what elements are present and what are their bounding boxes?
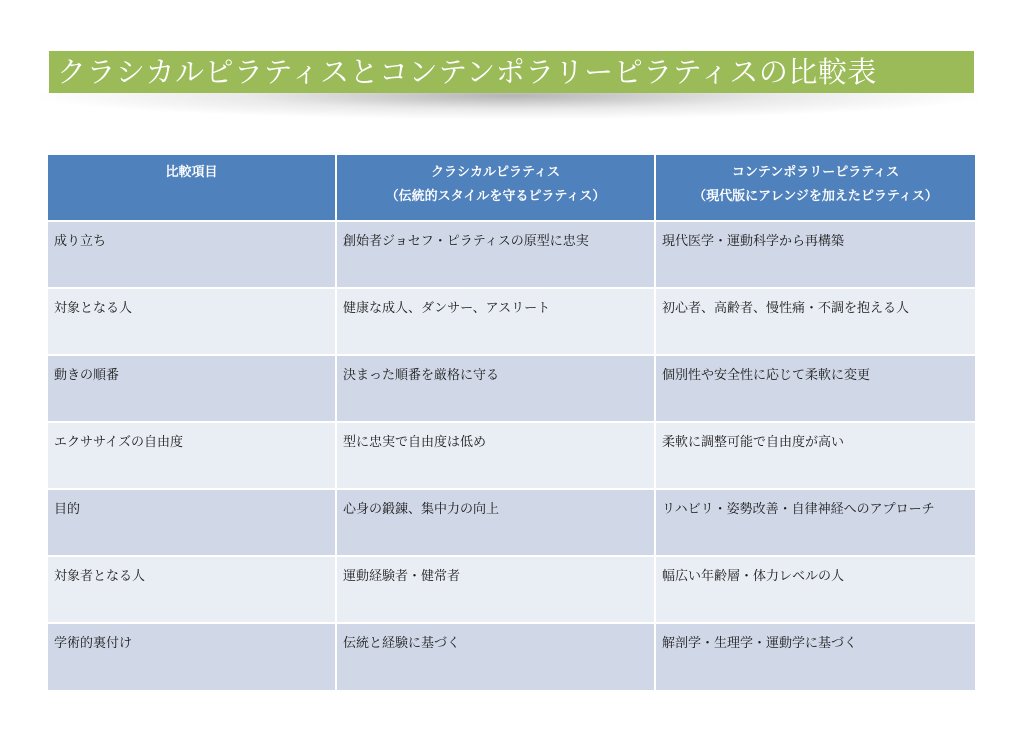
table-cell: 伝統と経験に基づく: [336, 623, 655, 690]
table-cell: 対象となる人: [48, 288, 336, 355]
header-line: （伝統的スタイルを守るピラティス）: [385, 189, 606, 204]
header-line: （現代版にアレンジを加えたピラティス）: [693, 189, 938, 204]
table-cell: 目的: [48, 489, 336, 556]
table-cell: 型に忠実で自由度は低め: [336, 422, 655, 489]
header-line: クラシカルピラティス: [431, 165, 560, 180]
table-cell: 対象者となる人: [48, 556, 336, 623]
header-cell-contemporary: [655, 155, 975, 221]
table-cell: 学術的裏付け: [48, 623, 336, 690]
header-cell-classical: [336, 155, 655, 221]
table-cell: 運動経験者・健常者: [336, 556, 655, 623]
table-row: [48, 623, 975, 690]
table-cell: 心身の鍛錬、集中力の向上: [336, 489, 655, 556]
header-cell-item: [48, 155, 336, 221]
page-title: クラシカルピラティスとコンテンポラリーピラティスの比較表: [57, 54, 877, 89]
table-cell: リハビリ・姿勢改善・自律神経へのアプローチ: [655, 489, 975, 556]
table-header-row: [48, 155, 975, 221]
table-cell: 成り立ち: [48, 221, 336, 288]
table-cell: 創始者ジョセフ・ピラティスの原型に忠実: [336, 221, 655, 288]
table-cell: 解剖学・生理学・運動学に基づく: [655, 623, 975, 690]
header-line: 比較項目: [165, 165, 218, 180]
table-row: [48, 221, 975, 288]
header-line: コンテンポラリーピラティス: [731, 165, 900, 180]
comparison-table: [48, 155, 975, 690]
table-cell: エクササイズの自由度: [48, 422, 336, 489]
table-row: [48, 422, 975, 489]
title-shadow: [40, 93, 980, 119]
table-cell: 個別性や安全性に応じて柔軟に変更: [655, 355, 975, 422]
table-cell: 健康な成人、ダンサー、アスリート: [336, 288, 655, 355]
table-cell: 決まった順番を厳格に守る: [336, 355, 655, 422]
table-cell: 幅広い年齢層・体力レベルの人: [655, 556, 975, 623]
table-row: [48, 355, 975, 422]
table-cell: 動きの順番: [48, 355, 336, 422]
table-row: [48, 489, 975, 556]
table-cell: 現代医学・運動科学から再構築: [655, 221, 975, 288]
title-banner: [49, 51, 974, 93]
table-row: [48, 288, 975, 355]
table-cell: 初心者、高齢者、慢性痛・不調を抱える人: [655, 288, 975, 355]
table-row: [48, 556, 975, 623]
table-cell: 柔軟に調整可能で自由度が高い: [655, 422, 975, 489]
